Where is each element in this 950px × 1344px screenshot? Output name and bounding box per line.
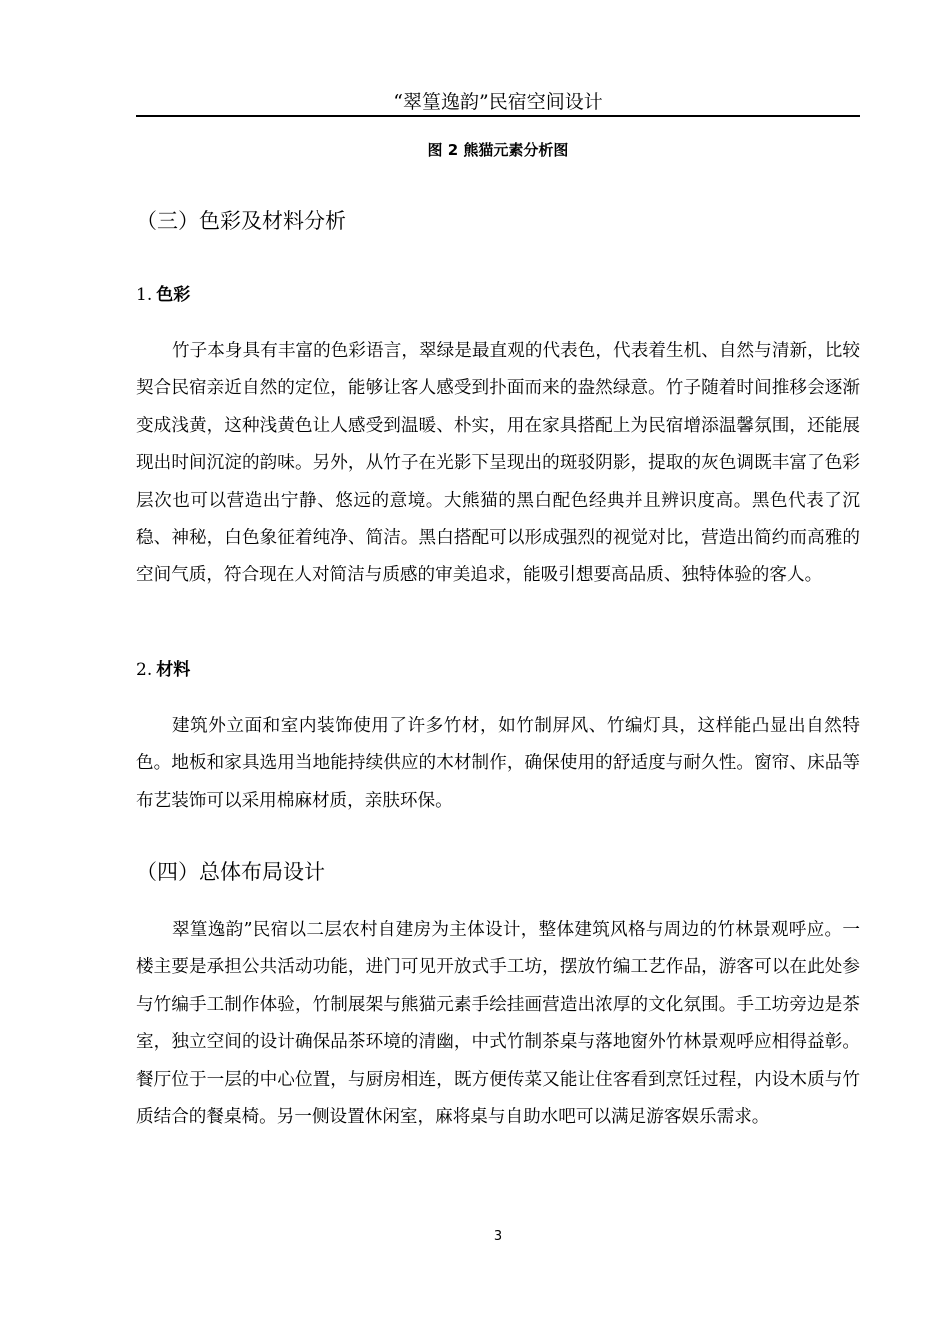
subheading-number: 2. [136, 660, 153, 680]
subheading-number: 1. [136, 285, 153, 305]
subheading-title: 材料 [156, 660, 191, 680]
paragraph-color: 竹子本身具有丰富的色彩语言，翠绿是最直观的代表色，代表着生机、自然与清新，比较契合民宿亲近自然的定位，能够让客人感受到扑面而来的盎然绿意。竹子随着时间推移会逐渐变成浅黄，这种浅黄色让人感受到温暖、朴实，用在家具搭配上为民宿增添温馨氛围，还能展现出时间沉淀的韵味。另外，从竹子在光影下呈现出的斑驳阴影，提取的灰色调既丰富了色彩层次也可以营造出宁静、悠远的意境。大熊猫的黑白配色经典并且辨识度高。黑色代表了沉稳、神秘，白色象征着纯净、简洁。黑白搭配可以形成强烈的视觉对比，营造出简约而高雅的空间气质，符合现在人对简洁与质感的审美追求，能吸引想要高品质、独特体验的客人。 [136, 341, 860, 586]
subheading-color [136, 282, 190, 308]
header-divider [136, 115, 860, 117]
section-heading-color-material: （三）色彩及材料分析 [136, 209, 346, 233]
subheading-title: 色彩 [156, 285, 191, 305]
page-header-title: “翠篁逸韵”民宿空间设计 [393, 91, 603, 113]
page-number: 3 [493, 1229, 503, 1244]
paragraph-layout: 翠篁逸韵”民宿以二层农村自建房为主体设计，整体建筑风格与周边的竹林景观呼应。一楼主要是承担公共活动功能，进门可见开放式手工坊，摆放竹编工艺作品，游客可以在此处参与竹编手工制作体验，竹制展架与熊猫元素手绘挂画营造出浓厚的文化氛围。手工坊旁边是茶室，独立空间的设计确保品茶环境的清幽，中式竹制茶桌与落地窗外竹林景观呼应相得益彰。餐厅位于一层的中心位置，与厨房相连，既方便传菜又能让住客看到烹饪过程，内设木质与竹质结合的餐桌椅。另一侧设置休闲室，麻将桌与自助水吧可以满足游客娱乐需求。 [136, 920, 860, 1128]
figure-caption: 图 2 熊猫元素分析图 [427, 141, 569, 159]
section-heading-layout: （四）总体布局设计 [136, 860, 325, 884]
paragraph-material: 建筑外立面和室内装饰使用了许多竹材，如竹制屏风、竹编灯具，这样能凸显出自然特色。地板和家具选用当地能持续供应的木材制作，确保使用的舒适度与耐久性。窗帘、床品等布艺装饰可以采用棉麻材质，亲肤环保。 [136, 716, 860, 811]
subheading-material [136, 657, 190, 683]
